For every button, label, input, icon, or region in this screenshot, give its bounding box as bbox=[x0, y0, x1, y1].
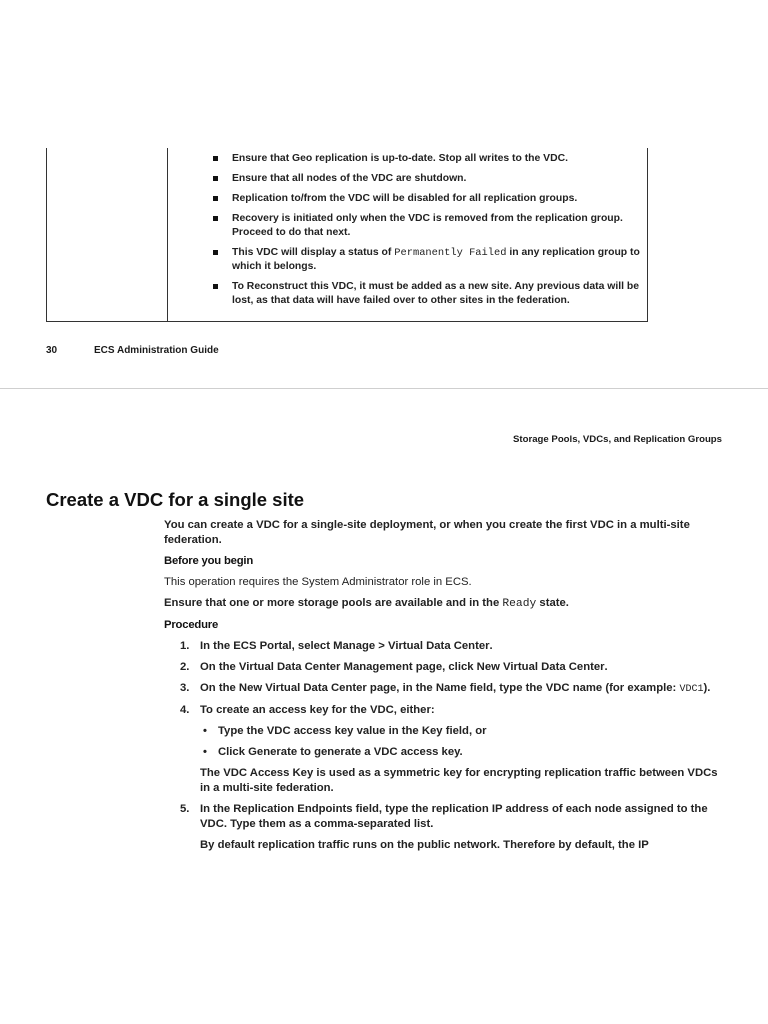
before-you-begin-heading: Before you begin bbox=[164, 555, 254, 567]
running-header: Storage Pools, VDCs, and Replication Groups bbox=[513, 434, 722, 445]
step-5: 5. In the Replication Endpoints field, type the replication IP address of each node assigned to the VDC. Type them as a comma-separated list. By default replication traffic runs on the public network. Therefore by default, the IP bbox=[164, 802, 724, 853]
page-separator bbox=[0, 388, 768, 389]
step-1: 1. In the ECS Portal, select Manage > Virtual Data Center. bbox=[180, 640, 493, 652]
list-item: Recovery is initiated only when the VDC is removed from the replication group. Proceed to do that next. bbox=[211, 212, 643, 240]
table-bullet-list bbox=[211, 152, 643, 314]
list-item: • Type the VDC access key value in the Key field, or bbox=[200, 724, 724, 739]
previous-page-table bbox=[46, 148, 648, 322]
status-code: Permanently Failed bbox=[394, 247, 507, 259]
section-body bbox=[164, 518, 724, 859]
prerequisite-1: This operation requires the System Administrator role in ECS. bbox=[164, 576, 472, 588]
step-2: 2. On the Virtual Data Center Management page, click New Virtual Data Center. bbox=[180, 661, 608, 673]
step-4-note: The VDC Access Key is used as a symmetric key for encrypting replication traffic between VDCs in a multi-site federation. bbox=[200, 767, 718, 794]
list-item: To Reconstruct this VDC, it must be added as a new site. Any previous data will be lost, as that data will have failed over to other sites in the federation. bbox=[211, 280, 643, 308]
procedure-steps bbox=[164, 639, 724, 853]
step-4: 4. To create an access key for the VDC, either: • Type the VDC access key value in the Key field, or • Click Generate to generate a VDC access key. The VDC Access Key is used as a symmetric key for encrypting replication traffic between VDCs in a multi-site federation. bbox=[164, 703, 724, 796]
step-5-note: By default replication traffic runs on the public network. Therefore by default, the IP bbox=[200, 839, 649, 851]
step-3: 3. On the New Virtual Data Center page, in the Name field, type the VDC name (for example: VDC1). bbox=[180, 682, 711, 695]
prerequisite-2: Ensure that one or more storage pools are available and in the Ready state. bbox=[164, 597, 569, 610]
section-title: Create a VDC for a single site bbox=[46, 489, 305, 510]
list-item: Ensure that all nodes of the VDC are shutdown. bbox=[211, 172, 643, 186]
page-number: 30 bbox=[46, 345, 58, 356]
procedure-heading: Procedure bbox=[164, 619, 219, 631]
table-column-divider bbox=[167, 148, 168, 321]
intro-paragraph: You can create a VDC for a single-site deployment, or when you create the first VDC in a multi-site federation. bbox=[164, 519, 690, 546]
guide-title: ECS Administration Guide bbox=[94, 345, 219, 356]
step-4-options bbox=[200, 724, 724, 760]
list-item: Ensure that Geo replication is up-to-date. Stop all writes to the VDC. bbox=[211, 152, 643, 166]
list-item: • Click Generate to generate a VDC access key. bbox=[200, 745, 724, 760]
list-item: This VDC will display a status of Permanently Failed in any replication group to which it belongs. bbox=[211, 246, 643, 274]
list-item: Replication to/from the VDC will be disabled for all replication groups. bbox=[211, 192, 643, 206]
